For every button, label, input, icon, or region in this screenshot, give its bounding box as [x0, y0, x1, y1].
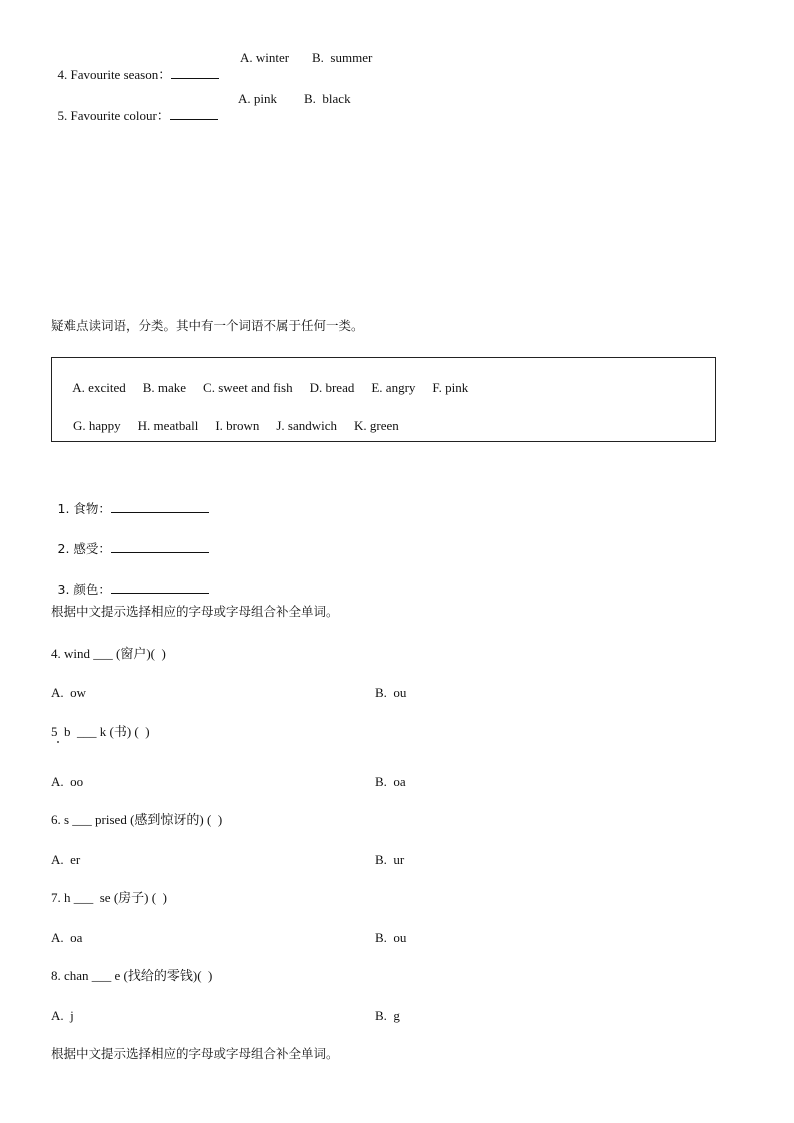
spelling-instruction: 根据中文提示选择相应的字母或字母组合补全单词。: [51, 604, 339, 619]
answer-blank[interactable]: [170, 107, 218, 120]
option-a: A. winter: [240, 50, 290, 65]
spelling-question-8: 8. chan ___ e (找给的零钱)( ): [51, 968, 213, 983]
answer-blank[interactable]: [111, 540, 209, 553]
answer-blank[interactable]: [171, 66, 219, 79]
spelling-question-4: 4. wind ___ (窗户)( ): [51, 646, 166, 661]
stray-mark: [57, 741, 59, 743]
category-label: 2. 感受：: [57, 541, 111, 556]
word-item: B. make: [142, 380, 187, 395]
question-favourite-colour: [51, 91, 218, 124]
option-b: B. summer: [312, 50, 373, 65]
question-text: 5. Favourite colour：: [57, 108, 170, 123]
word-item: K. green: [354, 418, 399, 433]
answer-blank[interactable]: [111, 500, 209, 513]
word-item: F. pink: [432, 380, 469, 395]
spelling-question-6: 6. s ___ prised (感到惊讶的) ( ): [51, 812, 223, 827]
option-b[interactable]: B. oa: [375, 774, 406, 789]
option-b: B. black: [304, 91, 351, 106]
word-item: I. brown: [215, 418, 260, 433]
word-item: G. happy: [73, 418, 121, 433]
spelling-instruction-2: 根据中文提示选择相应的字母或字母组合补全单词。: [51, 1046, 339, 1061]
word-item: A. excited: [72, 380, 126, 395]
spelling-question-7: 7. h ___ se (房子) ( ): [51, 890, 167, 905]
option-a[interactable]: A. j: [51, 1008, 74, 1023]
option-a[interactable]: A. oa: [51, 930, 83, 945]
question-text: 4. Favourite season：: [57, 67, 172, 82]
option-a[interactable]: A. er: [51, 852, 81, 867]
classify-instruction: 疑难点读词语，分类。其中有一个词语不属于任何一类。: [51, 318, 364, 333]
option-b[interactable]: B. ou: [375, 930, 407, 945]
option-a[interactable]: A. oo: [51, 774, 84, 789]
word-box: [51, 357, 716, 442]
word-row-2: [60, 402, 416, 450]
category-feeling: [51, 524, 209, 557]
word-item: D. bread: [309, 380, 355, 395]
word-item: E. angry: [371, 380, 416, 395]
category-label: 3. 颜色：: [57, 582, 111, 597]
option-b[interactable]: B. ou: [375, 685, 407, 700]
category-label: 1. 食物：: [57, 501, 111, 516]
option-b[interactable]: B. ur: [375, 852, 405, 867]
word-item: C. sweet and fish: [203, 380, 293, 395]
category-colour: [51, 565, 209, 598]
option-b[interactable]: B. g: [375, 1008, 400, 1023]
spelling-question-5: 5 b ___ k (书) ( ): [51, 724, 150, 739]
option-a[interactable]: A. ow: [51, 685, 87, 700]
answer-blank[interactable]: [111, 581, 209, 594]
word-item: H. meatball: [137, 418, 199, 433]
word-item: J. sandwich: [276, 418, 338, 433]
question-favourite-season: [51, 50, 219, 83]
option-a: A. pink: [238, 91, 277, 106]
category-food: [51, 484, 209, 517]
